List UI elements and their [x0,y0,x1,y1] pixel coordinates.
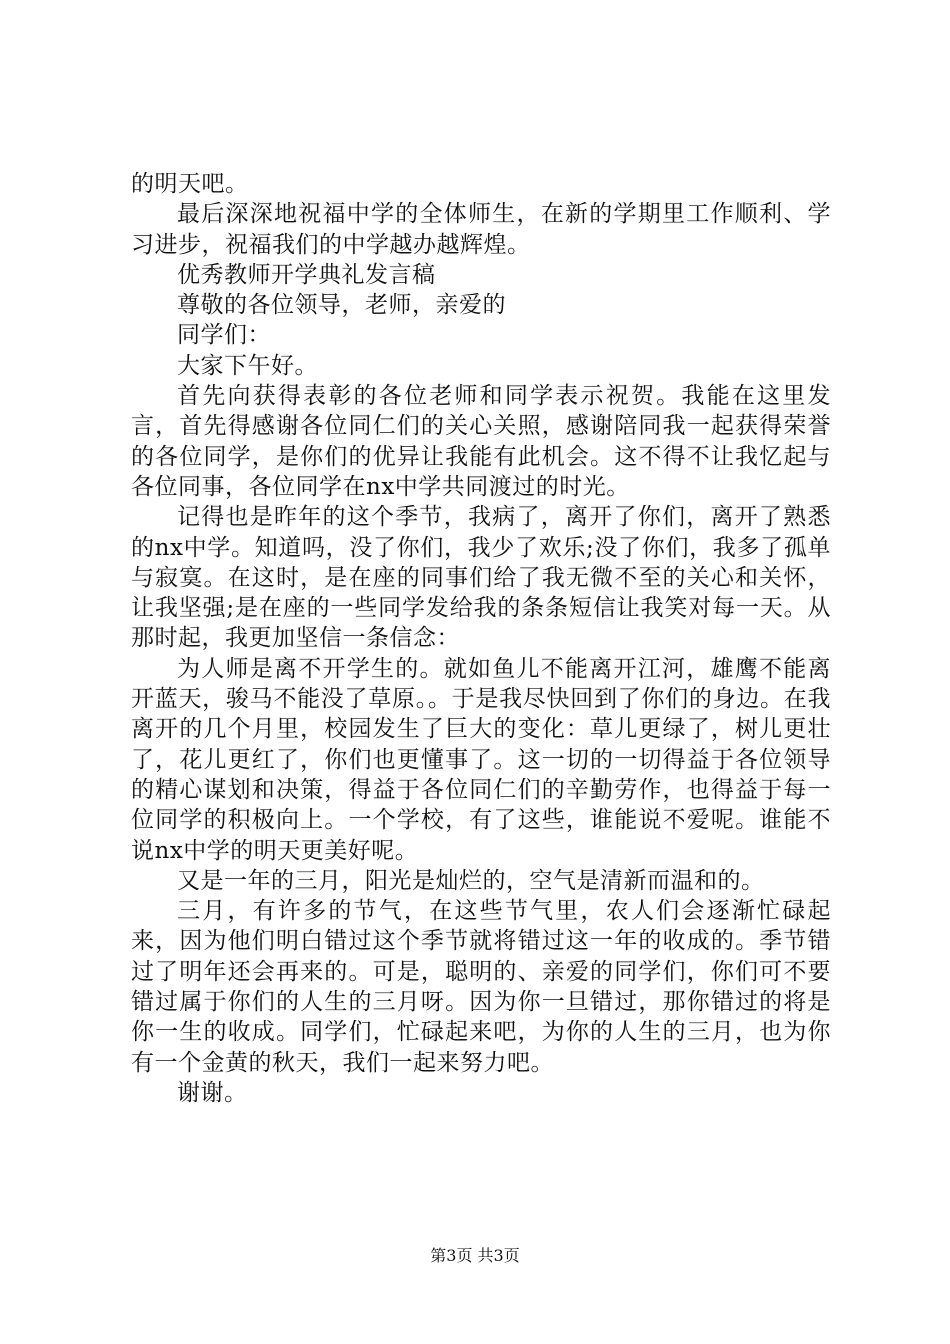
paragraph-congratulations: 首先向获得表彰的各位老师和同学表示祝贺。我能在这里发言，首先得感谢各位同仁们的关心关照，感谢陪同我一起获得荣誉的各位同学，是你们的优异让我能有此机会。这不得不让我忆起与各位同事，各位同学在nx中学共同渡过的时光。 [131,383,831,500]
page-number: 第3页 共3页 [430,1246,520,1265]
document-body [131,169,831,1108]
paragraph-seasons: 三月，有许多的节气，在这些节气里，农人们会逐渐忙碌起来，因为他们明白错过这个季节就将错过这一年的收成的。季节错过了明年还会再来的。可是，聪明的、亲爱的同学们，你们可不要错过属于你们的人生的三月呀。因为你一旦错过，那你错过的将是你一生的收成。同学们，忙碌起来吧，为你的人生的三月，也为你有一个金黄的秋天，我们一起来努力吧。 [131,898,831,1076]
page-footer [0,1243,950,1266]
paragraph-teacher-belief: 为人师是离不开学生的。就如鱼儿不能离开江河，雄鹰不能离开蓝天，骏马不能没了草原。。于是我尽快回到了你们的身边。在我离开的几个月里，校园发生了巨大的变化：草儿更绿了，树儿更壮了，花儿更红了，你们也更懂事了。这一切的一切得益于各位领导的精心谋划和决策，得益于各位同仁们的辛勤劳作，也得益于每一位同学的积极向上。一个学校，有了这些，谁能说不爱呢。谁能不说nx中学的明天更美好呢。 [131,655,831,864]
paragraph-blessing: 最后深深地祝福中学的全体师生，在新的学期里工作顺利、学习进步，祝福我们的中学越办越辉煌。 [131,201,831,258]
speech-title: 优秀教师开学典礼发言稿 [177,261,436,288]
closing-thanks: 谢谢。 [177,1079,248,1106]
paragraph-continuation: 的明天吧。 [131,171,249,197]
paragraph-memory: 记得也是昨年的这个季节，我病了，离开了你们，离开了熟悉的nx中学。知道吗，没了你们，我少了欢乐;没了你们，我多了孤单与寂寞。在这时，是在座的同事们给了我无微不至的关心和关怀，让我坚强;是在座的一些同学发给我的条条短信让我笑对每一天。从那时起，我更加坚信一条信念： [131,504,831,652]
salutation-line-1: 尊敬的各位领导，老师，亲爱的 [177,292,506,319]
greeting: 大家下午好。 [177,352,318,379]
salutation-line-2: 同学们： [177,322,271,349]
paragraph-march: 又是一年的三月，阳光是灿烂的，空气是清新而温和的。 [177,867,765,894]
